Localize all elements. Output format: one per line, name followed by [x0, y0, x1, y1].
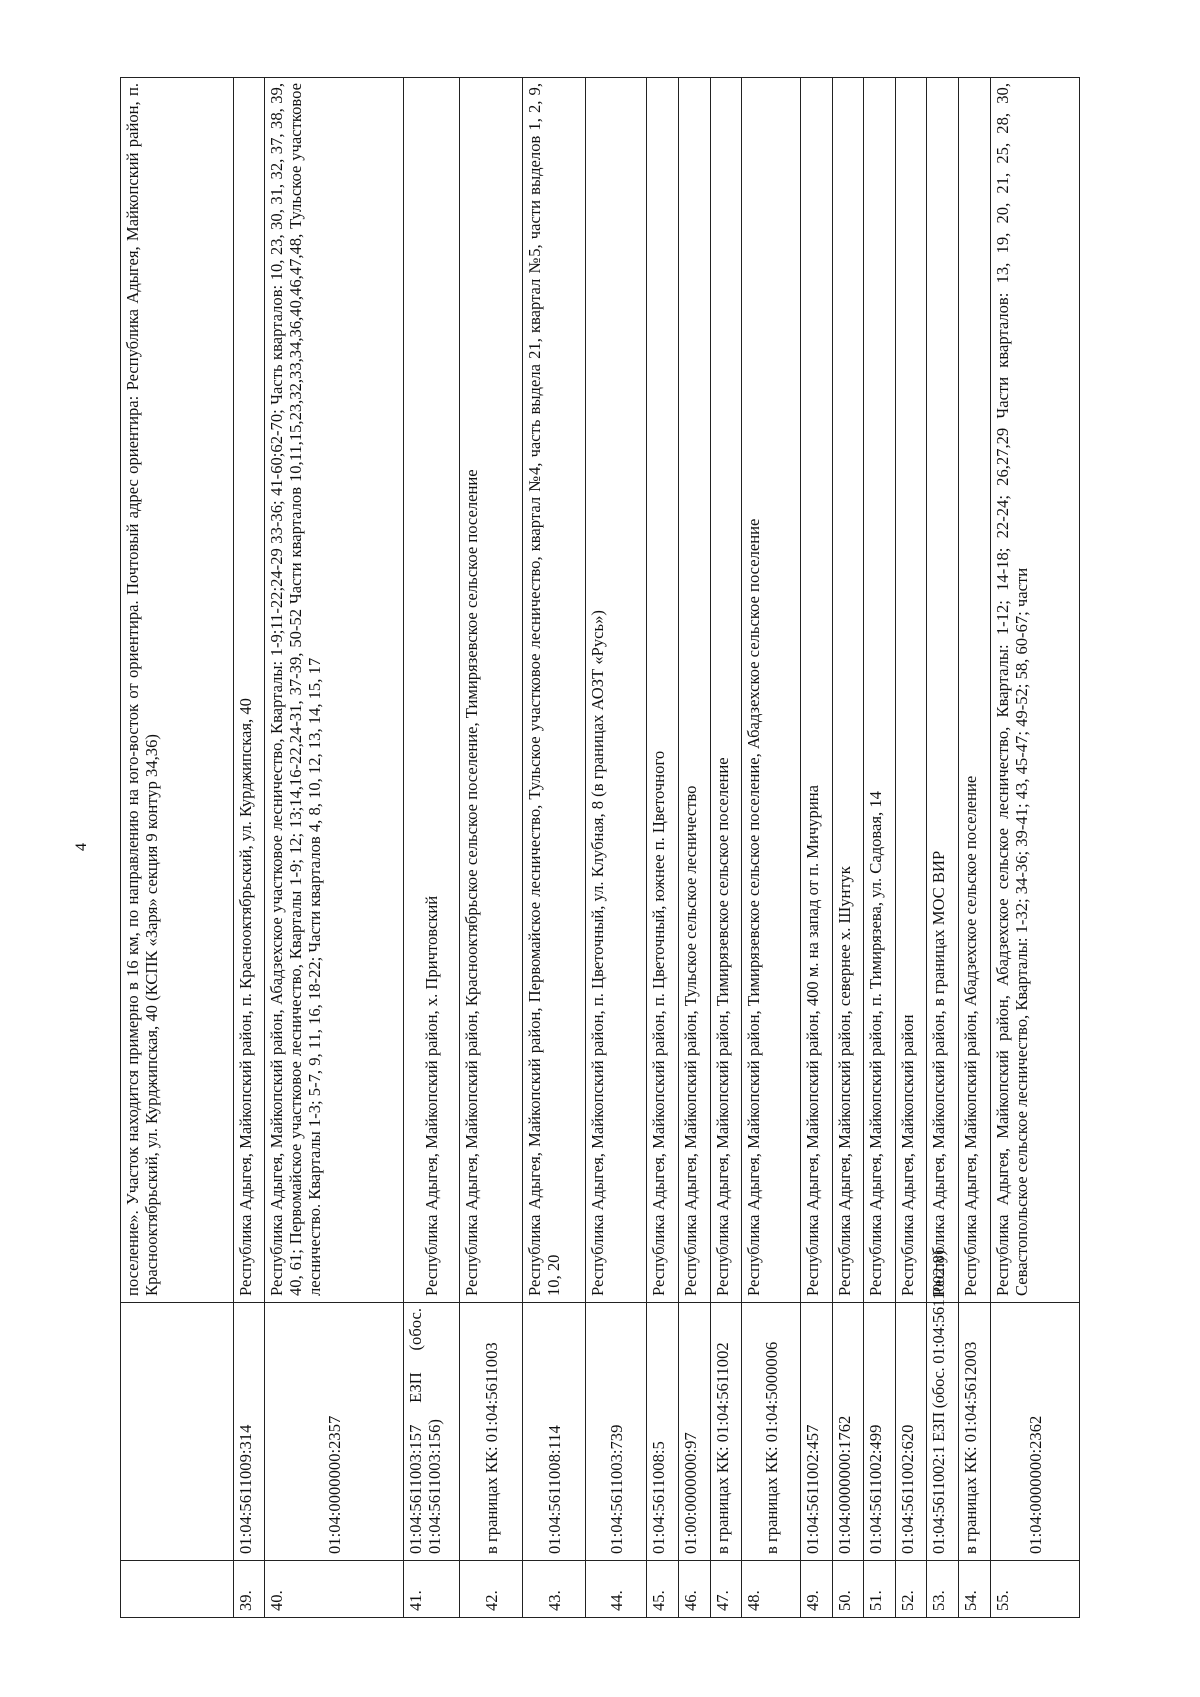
- address-description: Республика Адыгея, Майкопский район, Тульское сельское лесничество: [678, 78, 710, 1303]
- row-number: 49.: [800, 1561, 832, 1618]
- address-description: Республика Адыгея, Майкопский район, Первомайское лесничество, Тульское участковое лесничество, квартал №4, часть выдела 21, квартал №5, части выделов 1, 2, 9, 10, 20: [523, 78, 586, 1303]
- cadastral-number: 01:04:5611002:499: [864, 1303, 896, 1561]
- address-description: Республика Адыгея, Майкопский район, п. Краснооктябрьский, ул. Курджипская, 40: [233, 78, 265, 1303]
- address-description: Республика Адыгея, Майкопский район, севернее х. Шунтук: [832, 78, 864, 1303]
- table-row: [742, 78, 801, 1618]
- table-row: [647, 78, 679, 1618]
- row-number: 48.: [742, 1561, 801, 1618]
- address-description: Республика Адыгея, Майкопский район, Тимирязевское сельское поселение: [710, 78, 742, 1303]
- cadastral-number: [121, 1303, 234, 1561]
- cadastral-number: 01:04:5611008:114: [523, 1303, 586, 1561]
- address-description: Республика Адыгея, Майкопский район, Абадзехское сельское поселение: [959, 78, 991, 1303]
- cadastral-number: 01:04:0000000:1762: [832, 1303, 864, 1561]
- table-row: [459, 78, 522, 1618]
- land-parcels-table: [120, 77, 1080, 1618]
- row-number: 53.: [927, 1561, 959, 1618]
- rotated-page-content: [120, 78, 1080, 1618]
- row-number: 52.: [895, 1561, 927, 1618]
- cadastral-number: в границах КК: 01:04:5612003: [959, 1303, 991, 1561]
- table-row: [678, 78, 710, 1618]
- cadastral-number: 01:00:0000000:97: [678, 1303, 710, 1561]
- table-row: [523, 78, 586, 1618]
- address-description: Республика Адыгея, Майкопский район, п. Цветочный, ул. Клубная, 8 (в границах АОЗТ «Русь»): [586, 78, 647, 1303]
- cadastral-number: в границах КК: 01:04:5611003: [459, 1303, 522, 1561]
- address-description: Республика Адыгея, Майкопский район, п. Цветочный, южнее п. Цветочного: [647, 78, 679, 1303]
- table-row: [710, 78, 742, 1618]
- row-number: 44.: [586, 1561, 647, 1618]
- row-number: 40.: [265, 1561, 403, 1618]
- cadastral-number: 01:04:5611002:620: [895, 1303, 927, 1561]
- row-number: 47.: [710, 1561, 742, 1618]
- address-description: поселение». Участок находится примерно в 16 км, по направлению на юго-восток от ориентира. Почтовый адрес ориентира: Республика Адыгея, Майкопский район, п. Краснооктябрьский, ул. Курджипская, 40 (КСПК «Заря» секция 9 контур 34,36): [121, 78, 234, 1303]
- page-number: 4: [73, 843, 90, 851]
- table-row: [233, 78, 265, 1618]
- address-description: Республика Адыгея, Майкопский район, х. Причтовский: [403, 78, 459, 1303]
- cadastral-number: 01:04:5611003:739: [586, 1303, 647, 1561]
- address-description: Республика Адыгея, Майкопский район, в границах МОС ВИР: [927, 78, 959, 1303]
- table-row: [121, 78, 234, 1618]
- row-number: 46.: [678, 1561, 710, 1618]
- row-number: 50.: [832, 1561, 864, 1618]
- cadastral-number: 01:04:5611009:314: [233, 1303, 265, 1561]
- cadastral-number: 01:04:5611002:1 ЕЗП (обос. 01:04:5611002:8): [927, 1303, 959, 1561]
- row-number: 55.: [990, 1561, 1079, 1618]
- address-description: Республика Адыгея, Майкопский район: [895, 78, 927, 1303]
- address-description: Республика Адыгея, Майкопский район, Тимирязевское сельское поселение, Абадзехское сельское поселение: [742, 78, 801, 1303]
- address-description: Республика Адыгея, Майкопский район, 400 м. на запад от п. Мичурина: [800, 78, 832, 1303]
- address-description: Республика Адыгея, Майкопский район, п. Тимирязева, ул. Садовая, 14: [864, 78, 896, 1303]
- row-number: 43.: [523, 1561, 586, 1618]
- cadastral-number: 01:04:5611003:157 ЕЗП (обос. 01:04:5611003:156): [403, 1303, 459, 1561]
- row-number: 45.: [647, 1561, 679, 1618]
- table-row: [927, 78, 959, 1618]
- address-description: Республика Адыгея, Майкопский район, Краснооктябрьское сельское поселение, Тимирязевское сельское поселение: [459, 78, 522, 1303]
- address-description: Республика Адыгея, Майкопский район, Абадзехское сельское лесничество, Кварталы: 1-12; 14-18; 22-24; 26,27,29 Части кварталов: 13, 19, 20, 21, 25, 28, 30, Севастопольское сельское лесничество, Кварталы: 1-32; 34-36; 39-41; 43, 45-47; 49-52; 58, 60-67; части: [990, 78, 1079, 1303]
- row-number: 42.: [459, 1561, 522, 1618]
- table-row: [832, 78, 864, 1618]
- row-number: 39.: [233, 1561, 265, 1618]
- table-row: [864, 78, 896, 1618]
- row-number: [121, 1561, 234, 1618]
- cadastral-number: 01:04:5611002:457: [800, 1303, 832, 1561]
- cadastral-number: 01:04:0000000:2357: [265, 1303, 403, 1561]
- cadastral-number: 01:04:0000000:2362: [990, 1303, 1079, 1561]
- address-description: Республика Адыгея, Майкопский район, Абадзехское участковое лесничество, Кварталы: 1-9;11-22;24-29 33-36; 41-60;62-70; Часть кварталов: 10, 23, 30, 31, 32, 37, 38, 39, 40, 61; Первомайское участковое лесничество, Кварталы 1-9; 12; 13;14,16-22,24-31, 37-39, 50-52 Части кварталов 10,11,15,23,32,33,34,36,40,46,47,48, Тульское участковое лесничество. Кварталы 1-3; 5-7, 9, 11, 16, 18-22; Части кварталов 4, 8, 10, 12, 13, 14, 15, 17: [265, 78, 403, 1303]
- table-row: [800, 78, 832, 1618]
- table-row: [990, 78, 1079, 1618]
- table-row: [586, 78, 647, 1618]
- table-row: [265, 78, 403, 1618]
- row-number: 41.: [403, 1561, 459, 1618]
- cadastral-number: в границах КК: 01:04:5611002: [710, 1303, 742, 1561]
- table-row: [403, 78, 459, 1618]
- table-row: [959, 78, 991, 1618]
- row-number: 54.: [959, 1561, 991, 1618]
- cadastral-number: 01:04:5611008:5: [647, 1303, 679, 1561]
- cadastral-number: в границах КК: 01:04:5000006: [742, 1303, 801, 1561]
- table-row: [895, 78, 927, 1618]
- row-number: 51.: [864, 1561, 896, 1618]
